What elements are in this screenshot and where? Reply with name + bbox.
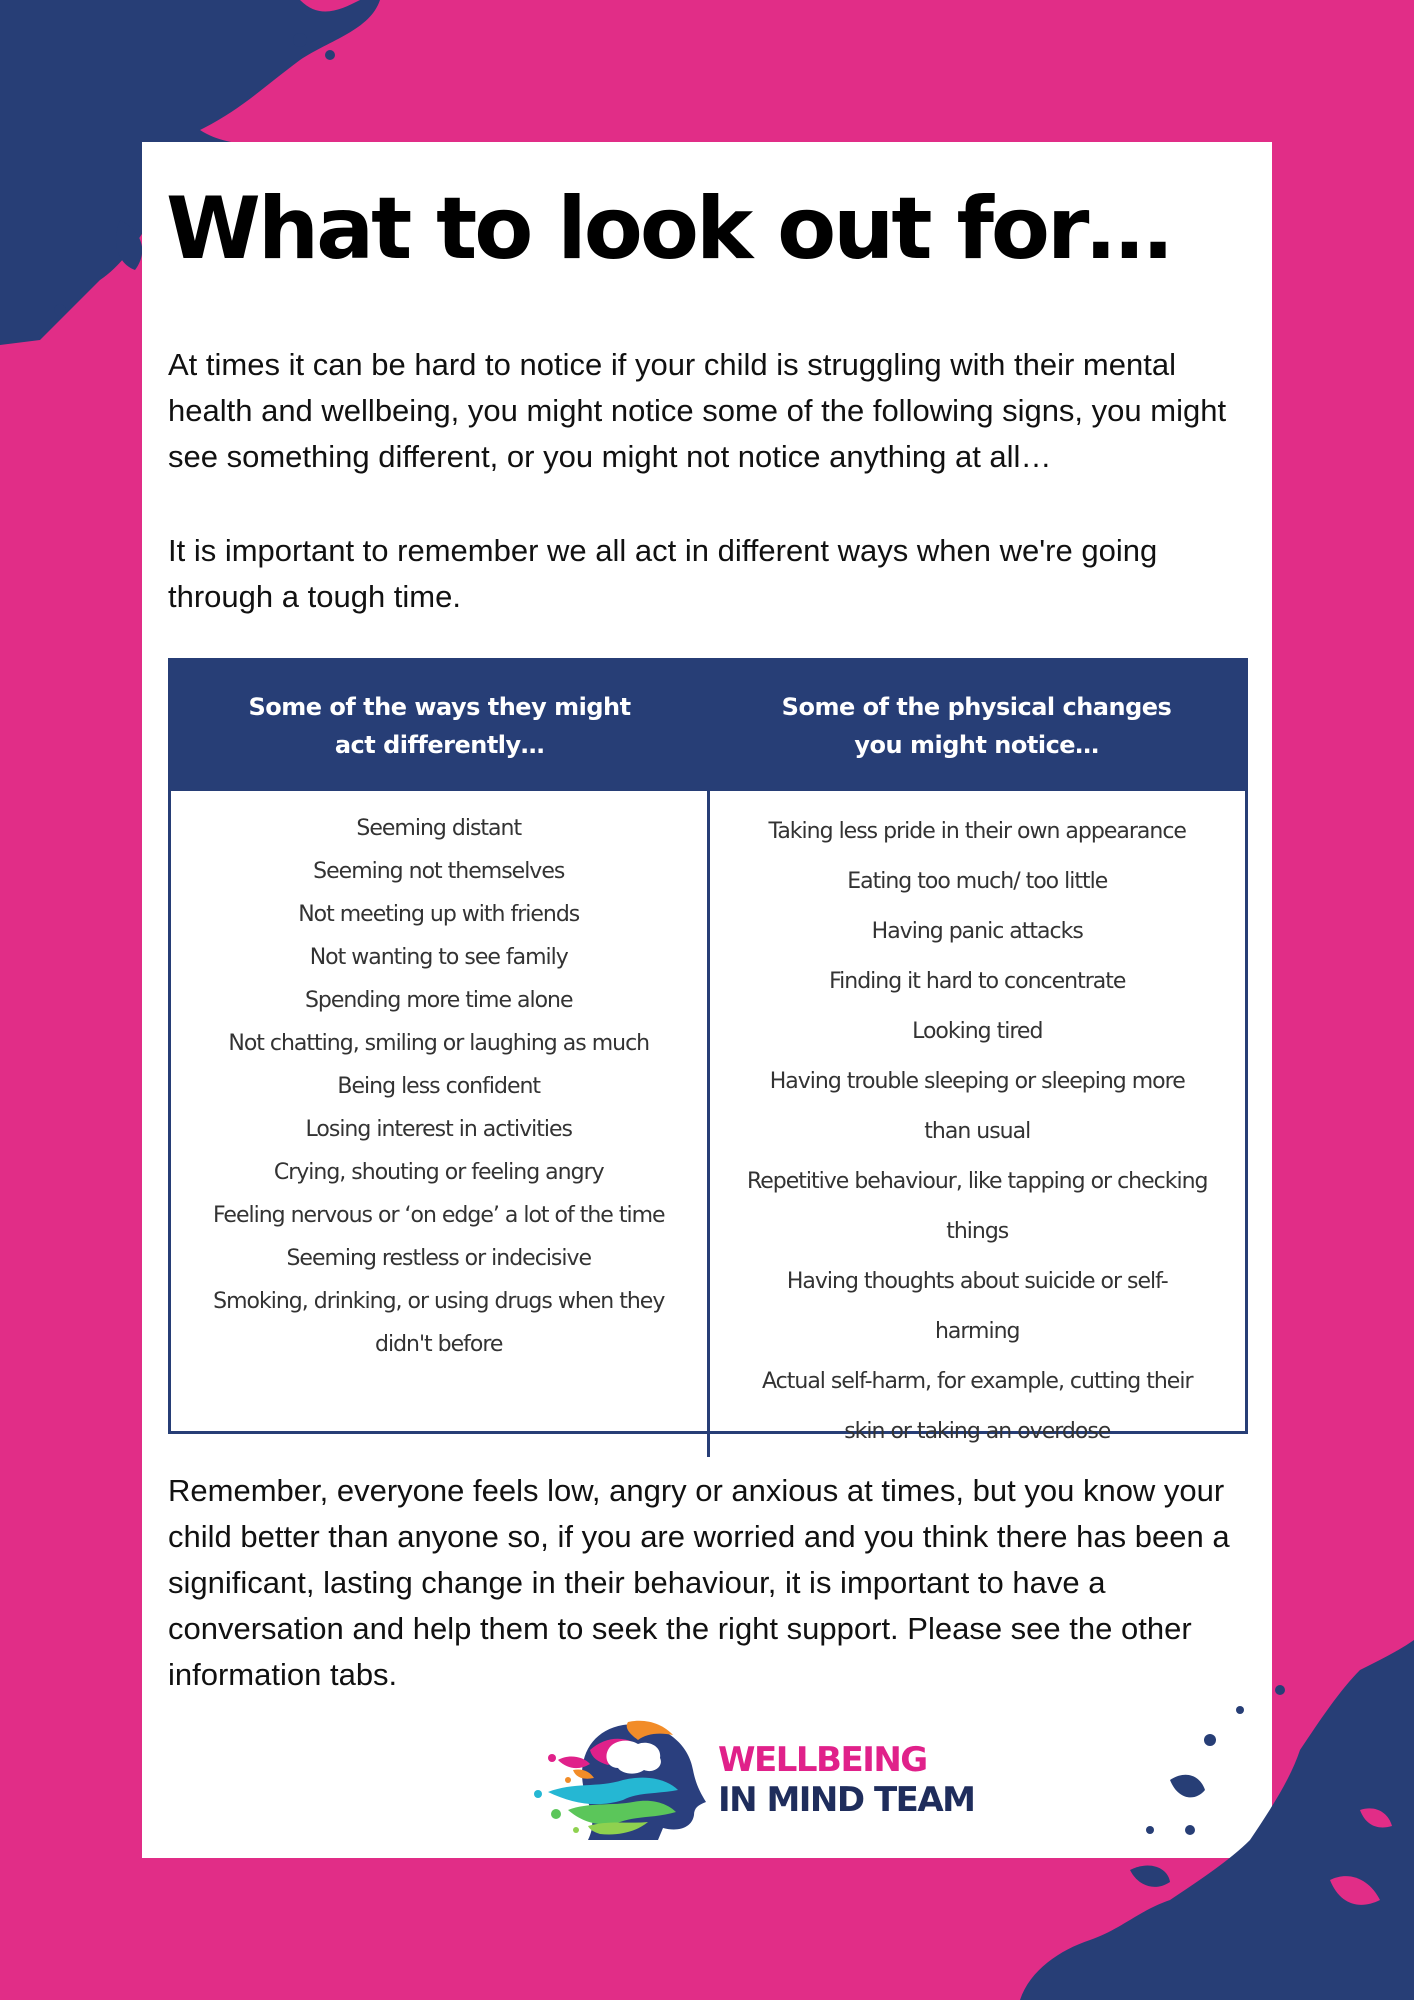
list-item: Looking tired <box>912 1019 1043 1044</box>
physical-list <box>710 791 1246 1457</box>
behaviour-list <box>171 791 710 1457</box>
list-item: Having trouble sleeping or sleeping more than usual <box>769 1069 1185 1144</box>
wellbeing-logo <box>528 1710 975 1844</box>
list-item: Being less confident <box>337 1074 541 1099</box>
list-item: Taking less pride in their own appearance <box>768 819 1186 844</box>
logo-text-in-mind-team: IN MIND TEAM <box>718 1780 975 1820</box>
list-item: Not meeting up with friends <box>298 902 580 927</box>
list-item: Seeming restless or indecisive <box>286 1246 592 1271</box>
list-item: Crying, shouting or feeling angry <box>273 1160 604 1185</box>
list-item: Smoking, drinking, or using drugs when they didn't before <box>213 1289 665 1357</box>
list-item: Repetitive behaviour, like tapping or checking things <box>746 1169 1208 1244</box>
intro-paragraph-1: At times it can be hard to notice if your child is struggling with their mental health and wellbeing, you might notice some of the following signs, you might see something different, or you might not notice anything at all… <box>168 347 1227 474</box>
list-item: Not chatting, smiling or laughing as much <box>228 1031 650 1056</box>
header-behaviour: Some of the ways they might act differently… <box>248 693 631 759</box>
paint-splash-bottom-right <box>1000 1580 1414 2000</box>
list-item: Finding it hard to concentrate <box>829 969 1126 994</box>
list-item: Seeming not themselves <box>313 859 565 884</box>
table-body <box>171 791 1245 1457</box>
list-item: Eating too much/ too little <box>847 869 1108 894</box>
list-item: Spending more time alone <box>304 988 573 1013</box>
list-item: Having panic attacks <box>871 919 1083 944</box>
header-physical: Some of the physical changes you might notice… <box>781 693 1172 759</box>
list-item: Losing interest in activities <box>305 1117 572 1142</box>
intro-paragraph-2: It is important to remember we all act in different ways when we're going through a tough time. <box>168 533 1158 614</box>
list-item: Actual self-harm, for example, cutting their skin or taking an overdose <box>762 1369 1193 1444</box>
signs-table <box>168 658 1248 1444</box>
head-silhouette-icon <box>528 1710 708 1844</box>
list-item: Not wanting to see family <box>309 945 568 970</box>
list-item: Seeming distant <box>356 816 522 841</box>
list-item: Having thoughts about suicide or self-harming <box>786 1269 1168 1344</box>
closing-paragraph: Remember, everyone feels low, angry or anxious at times, but you know your child better than anyone so, if you are worried and you think there has been a significant, lasting change in their behaviour, it is important to have a conversation and help them to seek the right support. Please see the other information tabs. <box>168 1473 1230 1692</box>
logo-text-wellbeing: WELLBEING <box>718 1740 927 1780</box>
table-header <box>171 661 1245 791</box>
list-item: Feeling nervous or ‘on edge’ a lot of the time <box>212 1203 665 1228</box>
page-title: What to look out for… <box>166 179 1170 279</box>
